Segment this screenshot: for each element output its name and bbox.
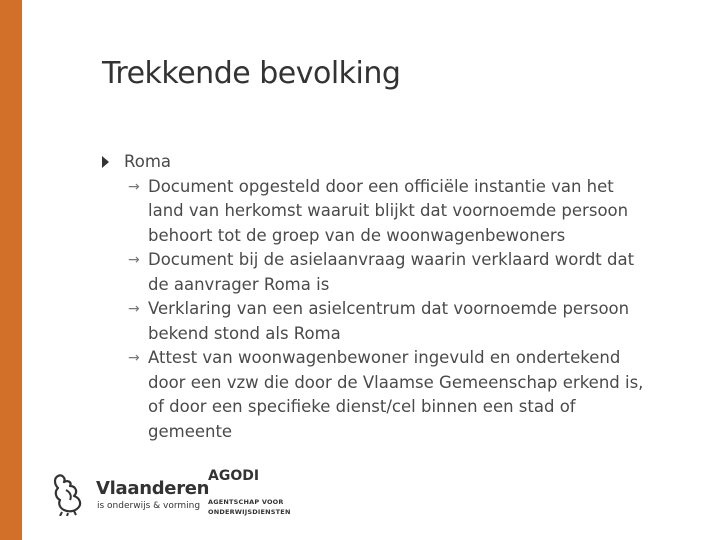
sub-item-line: Document opgesteld door een officiële instantie van het <box>148 176 614 196</box>
sub-item <box>100 175 690 249</box>
footer-logos <box>52 468 312 524</box>
sub-item-line: de aanvrager Roma is <box>148 274 330 294</box>
slide-content <box>100 150 690 444</box>
arrow-icon: → <box>128 252 140 268</box>
flemish-lion-icon <box>52 472 86 516</box>
vlaanderen-tagline: is onderwijs & vorming <box>97 501 201 511</box>
vlaanderen-logo-text: Vlaanderen <box>96 478 210 499</box>
bullet-label: Roma <box>124 152 172 171</box>
agodi-tagline-line1: AGENTSCHAP VOOR <box>208 498 284 506</box>
sub-item-line: Attest van woonwagenbewoner ingevuld en ondertekend <box>148 348 621 367</box>
sub-item-line: bekend stond als Roma <box>148 323 341 343</box>
sub-item-line: gemeente <box>148 421 233 441</box>
sub-item <box>100 248 690 297</box>
slide-title: Trekkende bevolking <box>102 56 401 91</box>
sub-item-line: land van herkomst waaruit blijkt dat voornoemde persoon <box>148 201 629 220</box>
arrow-icon: → <box>128 301 140 317</box>
bullet-item-roma <box>100 150 690 175</box>
sub-item-line: door een vzw die door de Vlaamse Gemeenschap erkend is, <box>148 372 644 392</box>
agodi-tagline-line2: ONDERWIJSDIENSTEN <box>208 508 291 516</box>
arrow-icon: → <box>128 350 140 366</box>
triangle-bullet-icon <box>102 156 109 168</box>
sub-item <box>100 297 690 346</box>
agodi-logo-text: AGODI <box>208 468 260 484</box>
sub-item-line: behoort tot de groep van de woonwagenbewoners <box>148 225 566 245</box>
sub-item <box>100 346 690 444</box>
arrow-icon: → <box>128 178 140 195</box>
sub-item-line: Verklaring van een asielcentrum dat voornoemde persoon <box>148 299 630 318</box>
sub-item-line: of door een specifieke dienst/cel binnen een stad of <box>148 397 576 416</box>
accent-bar <box>0 0 22 540</box>
sub-item-line: Document bij de asielaanvraag waarin verklaard wordt dat <box>148 250 635 269</box>
